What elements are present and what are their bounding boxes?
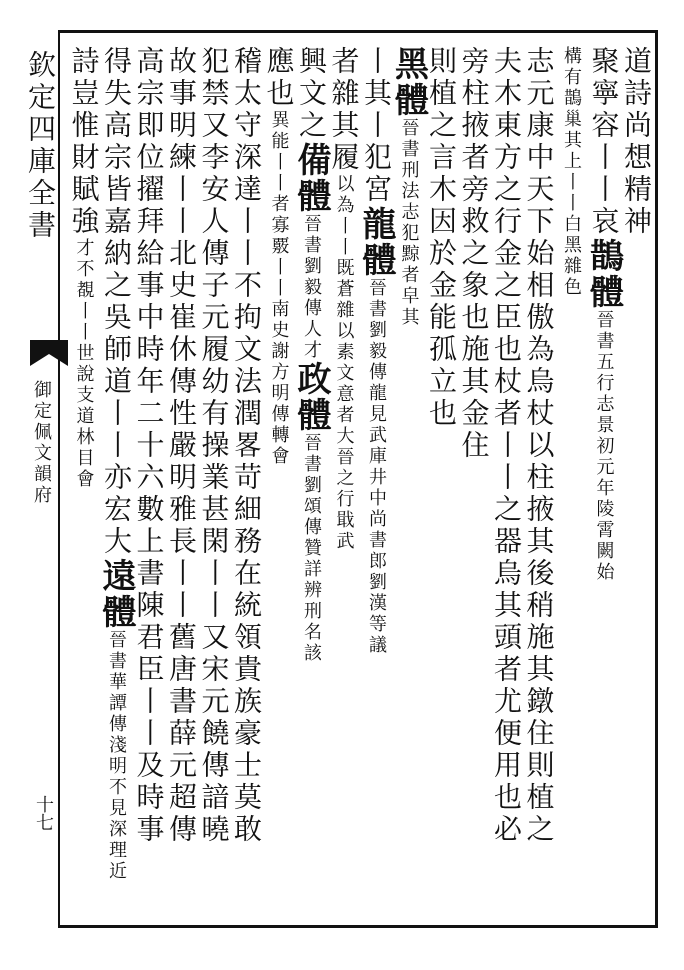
headword: 體 [356, 242, 396, 278]
headword: 體 [388, 82, 429, 118]
text-column [388, 46, 429, 916]
annotation-text: 晉書五行志景初元年陵霄闕始 [593, 310, 615, 583]
annotation-text: 晉書華譚傳淺明不見深理近 [106, 630, 127, 882]
body-text: 興文之 [295, 46, 328, 142]
book-subtitle: 御定佩文韻府 [31, 380, 52, 506]
body-text: 應也 [262, 46, 296, 110]
page-number: 十七 [33, 795, 54, 831]
body-text: 者雜其履 [327, 46, 361, 174]
body-text: 志元康中天下始相傲為烏杖以柱掖其後稍施其鐓住則植之 [522, 46, 556, 846]
text-column [96, 46, 136, 916]
body-text: 則植之言木因於金能孤立也 [425, 46, 458, 430]
annotation-text: 才不覩丨丨世說支道林目會 [73, 238, 95, 490]
text-column [262, 46, 295, 916]
fish-tail-mark-icon [30, 340, 68, 366]
text-column [327, 46, 360, 916]
body-text: 夫木東方之行金之臣也杖者丨丨之器烏其頭者尤便用也必 [490, 46, 523, 846]
body-text: 稽太守深達丨丨不拘文法潤畧苛細務在統領貴族豪士莫敢 [230, 46, 263, 846]
headword: 體 [583, 274, 624, 310]
annotation-text: 晉書刑法志犯黥者皁其 [398, 118, 420, 328]
annotation-text: 覈丨丨南史謝方明傳轉會 [268, 236, 290, 467]
annotation-text: 晉書劉頌傳贊詳辨刑名該 [301, 433, 322, 664]
headword: 黑 [388, 46, 429, 82]
headword: 體 [291, 178, 331, 214]
headword: 遠 [96, 558, 136, 594]
body-text: 丨其丨犯宮 [360, 46, 393, 206]
text-column [425, 46, 458, 916]
annotation-text: 構有鵲巢其上丨丨白黑雜色 [561, 46, 582, 298]
text-column [583, 46, 624, 916]
text-column [555, 46, 588, 916]
body-text: 故事明練丨丨北史崔休傳性嚴明雅長丨丨舊唐書薛元超傳 [165, 46, 198, 846]
text-column [165, 46, 198, 916]
body-text: 得失高宗皆嘉納之吳師道丨丨亦宏大 [100, 46, 133, 558]
text-column [132, 46, 165, 916]
frame-right-border [655, 30, 658, 928]
annotation-text: 異能丨丨者寡 [268, 110, 290, 236]
body-text: 聚寧容丨丨哀 [587, 46, 621, 238]
headword: 龍 [356, 206, 396, 242]
text-column [490, 46, 523, 916]
text-column [291, 46, 331, 916]
book-title: 欽定四庫全書 [24, 50, 57, 242]
body-text: 高宗即位擢拜給事中時年二十六數上書陳君臣丨丨及時事 [132, 46, 166, 846]
headword: 體 [96, 594, 136, 630]
text-column [522, 46, 555, 916]
headword: 體 [291, 397, 331, 433]
body-text: 道詩尚想精神 [620, 46, 653, 238]
headword: 政 [291, 361, 331, 397]
annotation-text: 晉書劉毅傳龍見武庫井中尚書郎劉漢等議 [366, 278, 387, 656]
annotation-text: 晉書劉毅傳人才 [301, 214, 322, 361]
text-column [620, 46, 653, 916]
text-column [67, 46, 100, 916]
page-margin [16, 50, 56, 910]
text-column [230, 46, 263, 916]
headword: 備 [291, 142, 331, 178]
headword: 鵲 [583, 238, 624, 274]
text-column [197, 46, 230, 916]
text-column [356, 46, 396, 916]
body-text: 旁柱掖者旁救之象也施其金住 [457, 46, 491, 462]
body-text: 犯禁又李安人傳子元履幼有操業甚閑丨丨又宋元饒傳諳曉 [197, 46, 231, 846]
annotation-text: 以為丨丨既蒼雜以素文意者大晉之行戢武 [333, 174, 355, 552]
body-text: 詩豈惟財賦強 [67, 46, 101, 238]
text-column [457, 46, 490, 916]
